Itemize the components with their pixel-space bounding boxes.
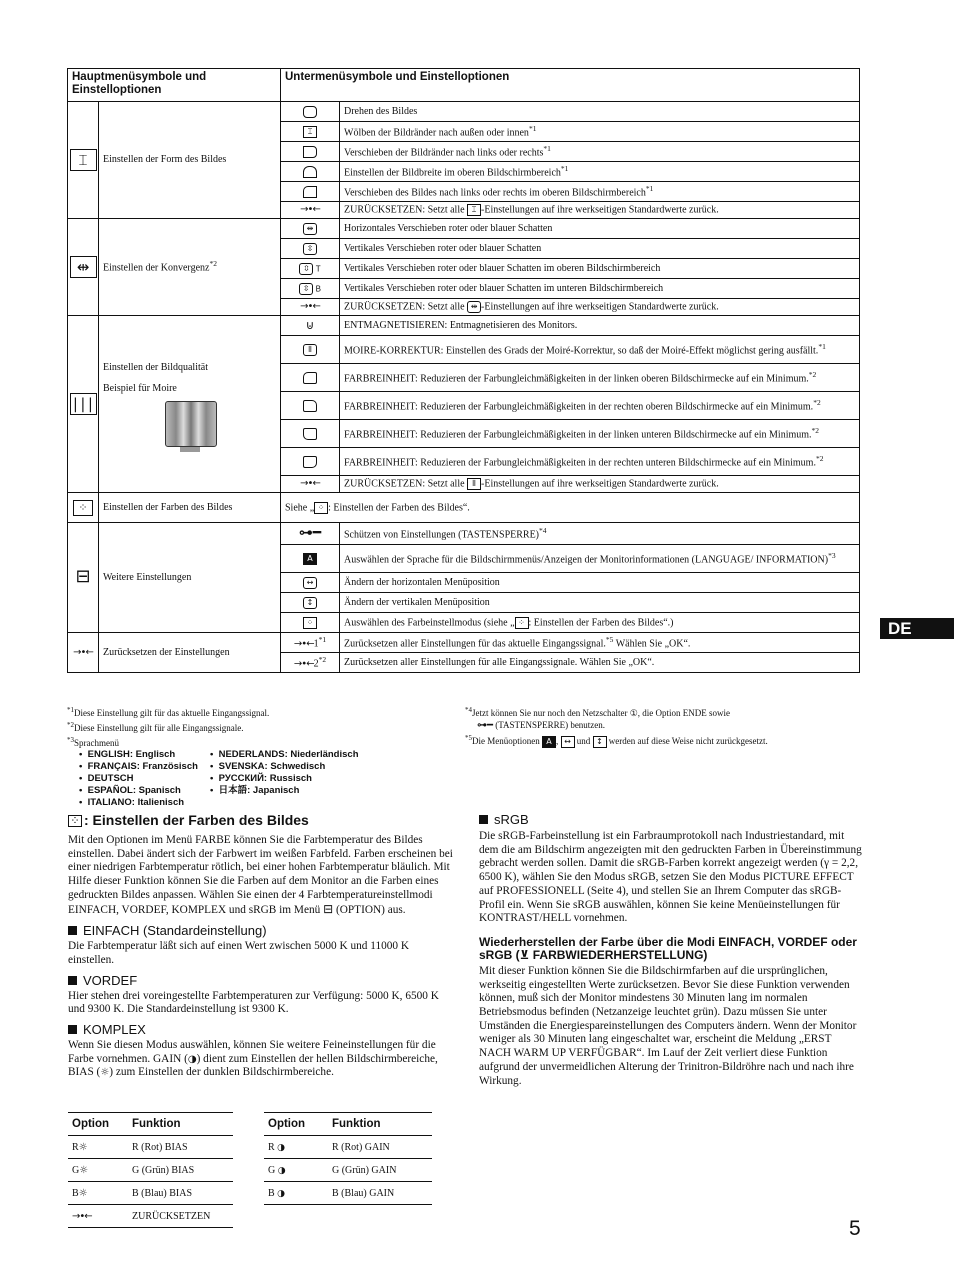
- reset-icon: →•←: [68, 1205, 128, 1228]
- vordef-text: Hier stehen drei voreingestellte Farbtemperaturen zur Verfügung: 5000 K, 6500 K und 9300 K. Die Standardeinstellung ist 9300 K.: [68, 989, 439, 1016]
- purity-bottom-right-icon: [281, 448, 340, 476]
- option-row-text: Schützen von Einstellungen (TASTENSPERRE)$^{*4}$: [340, 523, 860, 545]
- reset-row-text: Zurücksetzen aller Einstellungen für alle Eingangssignale. Wählen Sie „OK“.: [340, 653, 860, 673]
- bias-icon: ☼: [100, 1067, 110, 1079]
- quality-reset-text: ZURÜCKSETZEN: Setzt alle ⦀ -Einstellungen auf ihre werkseitigen Standardwerte zurück.: [340, 476, 860, 493]
- lang-item: • SVENSKA: Schwedisch: [210, 761, 326, 772]
- footnotes-left: [67, 704, 457, 811]
- right-column: [479, 812, 863, 1088]
- table-row: [264, 1159, 432, 1182]
- reset-icon: →•←: [281, 299, 340, 316]
- conv-reset-text: ZURÜCKSETZEN: Setzt alle ⇹ -Einstellungen auf ihre werkseitigen Standardwerte zurück.: [340, 299, 860, 316]
- v-menu-position-icon: ↕: [281, 593, 340, 613]
- quality-row-text: FARBREINHEIT: Reduzieren der Farbungleichmäßigkeiten in der rechten unteren Bildschirmecke auf ein Minimum.$^{*2}$: [340, 448, 860, 476]
- table-row: [264, 1182, 432, 1205]
- language-list: [67, 749, 457, 811]
- color-restore-icon: ⊻: [519, 947, 530, 962]
- rotate-icon: [281, 102, 340, 122]
- option-row-text: Ändern der horizontalen Menüposition: [340, 573, 860, 593]
- v-convergence-bottom-icon: ⇳ B: [281, 279, 340, 299]
- color-row-text: Siehe „ ⁘ : Einstellen der Farben des Bildes“.: [281, 493, 860, 523]
- gain-icon: ◑: [277, 1165, 286, 1176]
- geom-row-text: Einstellen der Bildbreite im oberen Bildschirmbereich$^{*1}$: [340, 162, 860, 182]
- h-menu-position-icon: ↔: [561, 736, 575, 748]
- trapezoid-icon: [281, 162, 340, 182]
- table-cell: G (Grün) GAIN: [328, 1159, 432, 1182]
- quality-row-text: ENTMAGNETISIEREN: Entmagnetisieren des Monitors.: [340, 316, 860, 336]
- gain-table: [264, 1112, 432, 1205]
- language-icon: A: [281, 545, 340, 573]
- lang-item: • ESPAÑOL: Spanisch: [79, 785, 181, 796]
- lang-item: • 日本語: Japanisch: [210, 785, 300, 796]
- geom-row-text: Wölben der Bildränder nach außen oder innen$^{*1}$: [340, 122, 860, 142]
- lang-item: • РУССКИЙ: Russisch: [210, 773, 312, 784]
- option-row-text: Ändern der vertikalen Menüposition: [340, 593, 860, 613]
- table-cell: ZURÜCKSETZEN: [128, 1205, 233, 1228]
- quality-label: Einstellen der Bildqualität Beispiel für Moire: [99, 316, 281, 493]
- table-row: [68, 1136, 233, 1159]
- purity-top-left-icon: [281, 364, 340, 392]
- col-option: Option: [68, 1113, 128, 1136]
- bias-icon: ☼: [78, 1187, 88, 1199]
- bias-icon: ☼: [78, 1141, 88, 1153]
- table-row: [264, 1136, 432, 1159]
- gain-option-b: B ◑: [264, 1182, 328, 1205]
- gain-icon: ◑: [277, 1188, 286, 1199]
- option-icon: ⊟: [323, 901, 334, 916]
- h-menu-position-icon: ↔: [281, 573, 340, 593]
- geom-main-icon: ⌶: [68, 102, 99, 219]
- menu-overview-table: [67, 68, 860, 673]
- col-funktion: Funktion: [128, 1113, 233, 1136]
- col-funktion: Funktion: [328, 1113, 432, 1136]
- footnotes-right: [465, 704, 855, 748]
- heading-vordef: VORDEF: [68, 973, 453, 988]
- h-convergence-icon: ⇹: [281, 219, 340, 239]
- table-row: [68, 1159, 233, 1182]
- restore-text: Mit dieser Funktion können Sie die Bildschirmfarben auf die ursprünglichen, werkseitig eingestellten Werte zurücksetzen. Bevor Sie diese Funktion verwenden können, muß sich der Monitor mindestens 30 Minuten lang im normalen Betriebsmodus befinden (Netzanzeige leuchtet grün). Dazu müssen Sie unter Umständen die Energiespareinstellungen des Computers ändern. Wenn der Monitor weniger als 30 Minuten lang eingeschaltet war, erscheint die Meldung „ERST NACH WARM UP VERFÜGBAR“. Im Lauf der Zeit verliert diese Funktion aufgrund der unvermeidlichen Alterung der Trinitron-Bildröhre nach und nach ihre Wirkung.: [479, 964, 857, 1087]
- gain-icon: ◑: [187, 1053, 197, 1065]
- quality-row-text: FARBREINHEIT: Reduzieren der Farbungleichmäßigkeiten in der linken oberen Bildschirmecke auf ein Minimum.$^{*2}$: [340, 364, 860, 392]
- footnote-3: $^{*3}$Sprachmenü: [67, 736, 119, 748]
- conv-row-text: Vertikales Verschieben roter oder blauer Schatten: [340, 239, 860, 259]
- geom-label: Einstellen der Form des Bildes: [99, 102, 281, 219]
- lang-item: • ENGLISH: Englisch: [79, 749, 176, 760]
- header-sub: Untermenüsymbole und Einstelloptionen: [281, 69, 860, 102]
- table-cell: R (Rot) BIAS: [128, 1136, 233, 1159]
- geom-row-text: Verschieben des Bildes nach links oder rechts im oberen Bildschirmbereich$^{*1}$: [340, 182, 860, 202]
- geom-reset-text: ZURÜCKSETZEN: Setzt alle ⌶ -Einstellungen auf ihre werkseitigen Standardwerte zurück.: [340, 202, 860, 219]
- v-convergence-top-icon: ⇳ T: [281, 259, 340, 279]
- lang-item: • FRANÇAIS: Französisch: [79, 761, 198, 772]
- purity-bottom-left-icon: [281, 420, 340, 448]
- table-row: [68, 1182, 233, 1205]
- option-row-text: Auswählen des Farbeinstellmodus (siehe „ ⁘ : Einstellen der Farben des Bildes“.): [340, 613, 860, 633]
- bias-option-b: B☼: [68, 1182, 128, 1205]
- parallelogram-icon: [281, 182, 340, 202]
- moire-icon: ⦀: [281, 336, 340, 364]
- table-cell: B (Blau) BIAS: [128, 1182, 233, 1205]
- color-label: Einstellen der Farben des Bildes: [99, 493, 281, 523]
- conv-row-text: Horizontales Verschieben roter oder blauer Schatten: [340, 219, 860, 239]
- language-side-tab: DE: [880, 618, 954, 639]
- footnote-4-cont: ⊶━ (TASTENSPERRE) benutzen.: [477, 720, 606, 731]
- pincushion-icon: ⌶: [281, 122, 340, 142]
- v-menu-position-icon: ↕: [593, 736, 607, 748]
- option-label: Weitere Einstellungen: [99, 523, 281, 633]
- gain-option-r: R ◑: [264, 1136, 328, 1159]
- key-icon: ⊶━: [281, 523, 340, 545]
- table-row: [68, 1205, 233, 1228]
- language-icon: A: [542, 736, 556, 748]
- lang-item: • ITALIANO: Italienisch: [79, 797, 185, 808]
- footnote-2: $^{*2}$Diese Einstellung gilt für alle Eingangssignale.: [67, 721, 244, 733]
- convergence-label: Einstellen der Konvergenz$^{*2}$: [99, 219, 281, 316]
- bias-option-g: G☼: [68, 1159, 128, 1182]
- reset1-icon: $\to•\leftarrow 1^{*1}$: [281, 633, 340, 653]
- gain-icon: ◑: [277, 1142, 286, 1153]
- color-mode-icon: ⁘: [281, 613, 340, 633]
- heading-srgb: sRGB: [479, 812, 863, 827]
- lang-item: • DEUTSCH: [79, 773, 134, 784]
- heading-restore: Wiederherstellen der Farbe über die Modi EINFACH, VORDEF oder sRGB (⊻ FARBWIEDERHERSTELLUNG): [479, 934, 857, 962]
- srgb-text: Die sRGB-Farbeinstellung ist ein Farbraumprotokoll nach Industriestandard, mit dem die am Bildschirm angezeigten mit den gedruckten Farben in Übereinstimmung gebracht werden sollen. Damit die sRGB-Farben korrekt angezeigt werden (γ = 2,2, 6500 K), wählen Sie den Modus sRGB, setzen Sie den Modus PICTURE EFFECT auf PROFESSIONELL (Seite 4), und stellen Sie an Ihrem Computer das sRGB-Profil ein. Wenn Sie sRGB auswählen, können Sie keine Menüeinstellungen für KONTRAST/HELL vornehmen.: [479, 830, 862, 925]
- option-main-icon: ⊟: [68, 523, 99, 633]
- color-icon: ⁘: [68, 815, 82, 827]
- purity-top-right-icon: [281, 392, 340, 420]
- geom-row-text: Verschieben der Bildränder nach links oder rechts$^{*1}$: [340, 142, 860, 162]
- table-cell: R (Rot) GAIN: [328, 1136, 432, 1159]
- color-main-icon: ⁘: [68, 493, 99, 523]
- footnote-4: $^{*4}$Jetzt können Sie nur noch den Netzschalter ①, die Option ENDE sowie: [465, 706, 731, 718]
- lang-item: • NEDERLANDS: Niederländisch: [210, 749, 359, 760]
- reset-icon: →•←: [281, 202, 340, 219]
- heading-komplex: KOMPLEX: [68, 1022, 453, 1037]
- bias-icon: ☼: [79, 1164, 89, 1176]
- gain-option-g: G ◑: [264, 1159, 328, 1182]
- page-number: 5: [849, 1217, 861, 1240]
- convergence-main-icon: ⇹: [68, 219, 99, 316]
- key-icon: ⊶━: [477, 720, 494, 731]
- header-main: Hauptmenüsymbole und Einstelloptionen: [68, 69, 281, 102]
- geom-row-text: Drehen des Bildes: [340, 102, 860, 122]
- table-cell: B (Blau) GAIN: [328, 1182, 432, 1205]
- col-option: Option: [264, 1113, 328, 1136]
- quality-row-text: FARBREINHEIT: Reduzieren der Farbungleichmäßigkeiten in der rechten oberen Bildschirmecke auf ein Minimum.$^{*2}$: [340, 392, 860, 420]
- table-cell: G (Grün) BIAS: [128, 1159, 233, 1182]
- section-title: ⁘ : Einstellen der Farben des Bildes: [68, 812, 453, 828]
- quality-row-text: MOIRE-KORREKTUR: Einstellen des Grads der Moiré-Korrektur, so daß der Moiré-Effekt möglichst gering ausfällt.$^{*1}$: [340, 336, 860, 364]
- heading-einfach: EINFACH (Standardeinstellung): [68, 923, 453, 938]
- moire-sample-image: [165, 401, 217, 447]
- reset-row-text: Zurücksetzen aller Einstellungen für das aktuelle Eingangssignal.$^{*5}$ Wählen Sie „OK“.: [340, 633, 860, 653]
- reset-icon: →•←: [281, 476, 340, 493]
- footnote-1: $^{*1}$Diese Einstellung gilt für das aktuelle Eingangssignal.: [67, 706, 270, 718]
- komplex-text: Wenn Sie diesen Modus auswählen, können Sie weitere Feineinstellungen für die Farbe vornehmen. GAIN (◑) dient zum Einstellen der hellen Bildschirmbereiche, BIAS (☼) zum Einstellen der dunklen Bildschirmbereiche.: [68, 1039, 438, 1079]
- conv-row-text: Vertikales Verschieben roter oder blauer Schatten im unteren Bildschirmbereich: [340, 279, 860, 299]
- reset-label: Zurücksetzen der Einstellungen: [99, 633, 281, 673]
- quality-row-text: FARBREINHEIT: Reduzieren der Farbungleichmäßigkeiten in der linken unteren Bildschirmecke auf ein Minimum.$^{*2}$: [340, 420, 860, 448]
- bias-option-r: R☼: [68, 1136, 128, 1159]
- option-row-text: Auswählen der Sprache für die Bildschirmmenüs/Anzeigen der Monitorinformationen (LANGUAGE/ INFORMATION)$^{*3}$: [340, 545, 860, 573]
- intro-text: Mit den Optionen im Menü FARBE können Sie die Farbtemperatur des Bildes einstellen. Dabei ändert sich der Farbwert im weißen Farbfeld. Farben erscheinen bei einer niedrigen Farbtemperatur rötlich, bei einer hohen Farbtemperatur bläulich. Mit Hilfe dieser Funktion können Sie die Farben auf dem Monitor an die Farben eines gedruckten Bildes anpassen. Wählen Sie einen der 4 Farbtemperatureinstellmodi EINFACH, VORDEF, KOMPLEX und sRGB im Menü ⊟ (OPTION) aus.: [68, 834, 453, 916]
- conv-row-text: Vertikales Verschieben roter oder blauer Schatten im oberen Bildschirmbereich: [340, 259, 860, 279]
- v-convergence-icon: ⇳: [281, 239, 340, 259]
- einfach-text: Die Farbtemperatur läßt sich auf einen Wert zwischen 5000 K und 11000 K einstellen.: [68, 940, 410, 966]
- table-header-row: [68, 69, 860, 102]
- reset2-icon: $\to•\leftarrow 2^{*2}$: [281, 653, 340, 673]
- degauss-icon: ⊍: [281, 316, 340, 336]
- bias-table: [68, 1112, 233, 1228]
- screen-main-icon: ∣∣∣: [68, 316, 99, 493]
- reset-main-icon: →•←: [68, 633, 99, 673]
- pin-balance-icon: [281, 142, 340, 162]
- left-column: [68, 812, 453, 1080]
- footnote-5: $^{*5}$Die Menüoptionen A , ↔ und ↕ werden auf diese Weise nicht zurückgesetzt.: [465, 734, 768, 746]
